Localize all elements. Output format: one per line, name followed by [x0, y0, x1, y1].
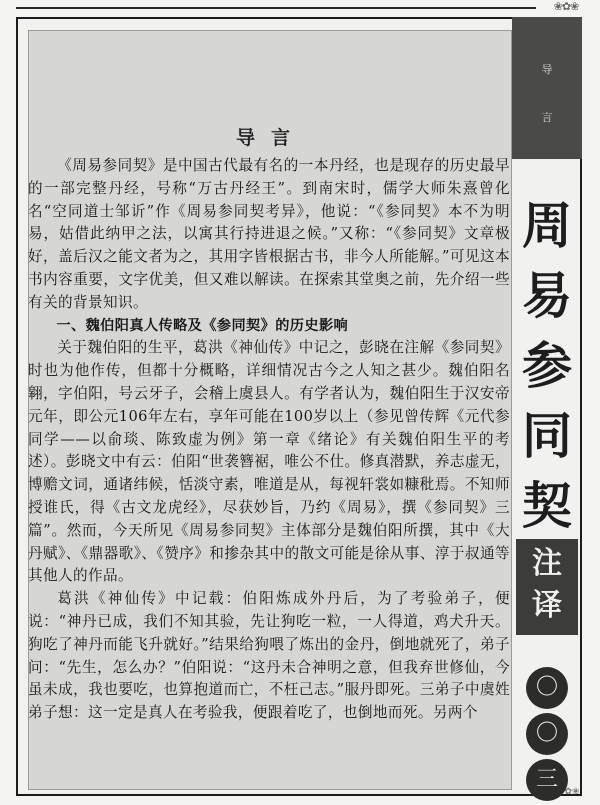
book-title-char: 周 — [522, 197, 572, 255]
page-number — [523, 667, 571, 805]
side-label-bottom: 言 — [541, 111, 553, 124]
subtitle-char: 注 — [532, 546, 562, 581]
side-label-top: 导 — [541, 63, 553, 76]
paragraph: 关于魏伯阳的生平，葛洪《神仙传》中记之，彭晓在注解《参同契》时也为他作传，但都十分概略，详细情况古今之人知之甚少。魏伯阳名翱，字伯阳，号云牙子，会稽上虞县人。有学者认为，魏伯阳生于汉安帝元年，即公元106年左右，享年可能在100岁以上（参见曾传辉《元代参同学——以俞琰、陈致虚为例》第一章《绪论》有关魏伯阳生平的考述）。彭晓文中有云：伯阳“世袭簪裾，唯公不仕。修真潜默，养志虚无，博赡文词，通诸纬候，恬淡守素，唯道是从，每视轩裳如糠秕焉。不知师授谁氏，得《古文龙虎经》，尽获妙旨，乃约《周易》，撰《参同契》三篇”。然而，今天所见《周易参同契》主体部分是魏伯阳所撰，其中《大丹赋》、《鼎器歌》、《赞序》和掺杂其中的散文可能是徐从事、淳于叔通等其他人的作品。 — [28, 339, 510, 585]
page-number-digit: 三 — [526, 759, 568, 801]
book-title-char: 契 — [522, 477, 572, 535]
subtitle-box — [516, 539, 578, 635]
side-column — [512, 17, 582, 796]
bottom-ornament-icon: ✿❀ — [564, 787, 580, 797]
page-number-digit: 〇 — [526, 713, 568, 755]
page-number-digit: 〇 — [526, 667, 568, 709]
body-text — [28, 155, 510, 725]
subtitle-char: 译 — [532, 588, 562, 623]
book-title — [512, 191, 582, 541]
book-title-char: 同 — [522, 407, 572, 465]
chapter-title: 导言 — [235, 127, 306, 149]
side-header-block — [512, 17, 582, 159]
book-title-char: 易 — [522, 267, 572, 325]
book-title-char: 参 — [522, 337, 572, 395]
paragraph: 《周易参同契》是中国古代最有名的一本丹经，也是现存的历史最早的一部完整丹经，号称“万古丹经王”。到南宋时，儒学大师朱熹曾化名“空同道士邹䜣”作《周易参同契考异》，他说：“《参同契》本不为明易，姑借此纳甲之法，以寓其行持进退之候。”又称：“《参同契》文章极好，盖后汉之能文者为之，其用字皆根据古书，非今人所能解。”可见这本书内容重要，文字优美，但又难以解读。在探索其堂奥之前，先介绍一些有关的背景知识。 — [28, 157, 510, 311]
corner-ornament-icon: ❀✿❀ — [553, 0, 579, 13]
top-rule — [16, 7, 536, 9]
paragraph: 葛洪《神仙传》中记载：伯阳炼成外丹后，为了考验弟子，便说：“神丹已成，我们不知其验，先让狗吃一粒，一人得道，鸡犬升天。狗吃了神丹而能飞升就好。”结果给狗喂了炼出的金丹，倒地就死了，弟子问：“先生，怎么办？”伯阳说：“这丹未合神明之意，但我弃世修仙，今虽未成，我也要吃，也算抱道而亡，不枉己志。”服丹即死。三弟子中虞姓弟子想：这一定是真人在考验我，便跟着吃了，也倒地而死。另两个 — [28, 590, 510, 722]
section-heading: 一、魏伯阳真人传略及《参同契》的历史影响 — [56, 317, 349, 334]
